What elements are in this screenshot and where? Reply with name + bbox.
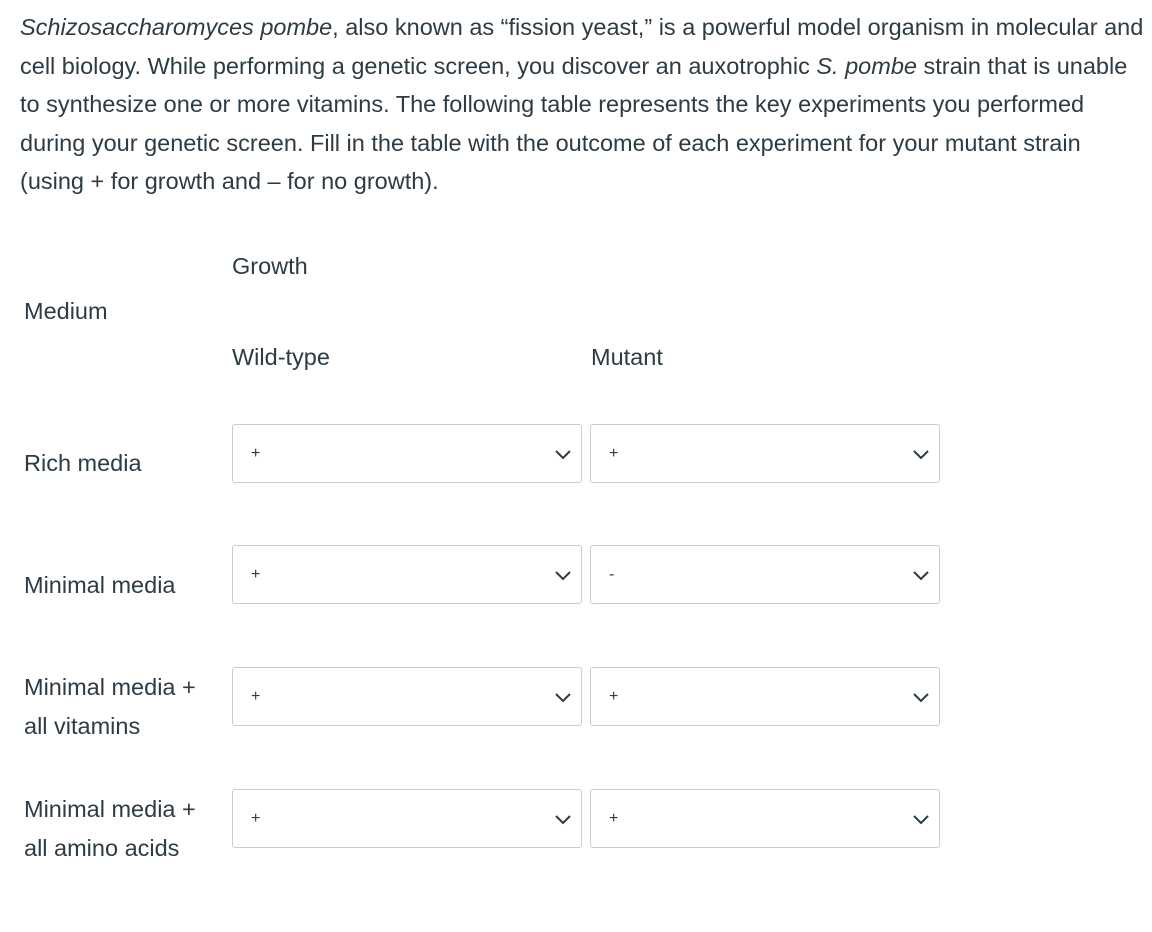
- mutant-header: Mutant: [591, 344, 663, 370]
- chevron-down-icon: [912, 691, 930, 703]
- selected-value: +: [609, 687, 619, 705]
- question-text-part1: , also known as “fission yeast,” is a powerful model organism in molecular and cell biology. While performing a genetic screen, you discover an auxotrophic: [20, 14, 1144, 79]
- wildtype-minimal-media-amino-acids-select[interactable]: [232, 789, 582, 848]
- chevron-down-icon: [554, 691, 572, 703]
- wildtype-header: Wild-type: [232, 344, 330, 370]
- row-label-minimal-media-amino-acids: Minimal media + all amino acids: [24, 796, 196, 861]
- wildtype-minimal-media-vitamins-select[interactable]: [232, 667, 582, 726]
- chevron-down-icon: [912, 569, 930, 581]
- selected-value: +: [609, 444, 619, 462]
- chevron-down-icon: [554, 569, 572, 581]
- mutant-rich-media-select[interactable]: [590, 424, 940, 483]
- mutant-minimal-media-select[interactable]: [590, 545, 940, 604]
- selected-value: +: [251, 687, 261, 705]
- chevron-down-icon: [554, 448, 572, 460]
- selected-value: +: [251, 444, 261, 462]
- selected-value: -: [609, 565, 615, 583]
- chevron-down-icon: [554, 813, 572, 825]
- medium-header: Medium: [24, 298, 108, 324]
- selected-value: +: [251, 565, 261, 583]
- wildtype-minimal-media-select[interactable]: [232, 545, 582, 604]
- row-label-minimal-media-vitamins: Minimal media + all vitamins: [24, 674, 196, 739]
- mutant-minimal-media-amino-acids-select[interactable]: [590, 789, 940, 848]
- question-text-part2: strain that is unable to synthesize one or more vitamins. The following table represents the key experiments you performed during your genetic screen. Fill in the table with the outcome of each experiment for your mutant strain (using + for growth and – for no growth).: [20, 52, 1128, 195]
- selected-value: +: [609, 809, 619, 827]
- mutant-minimal-media-vitamins-select[interactable]: [590, 667, 940, 726]
- strain-name: S. pombe: [816, 52, 917, 79]
- selected-value: +: [251, 809, 261, 827]
- question-text: [20, 8, 1148, 201]
- growth-header: Growth: [232, 253, 308, 279]
- wildtype-rich-media-select[interactable]: [232, 424, 582, 483]
- row-label-rich-media: Rich media: [24, 450, 142, 476]
- chevron-down-icon: [912, 448, 930, 460]
- chevron-down-icon: [912, 813, 930, 825]
- species-name: Schizosaccharomyces pombe: [20, 14, 333, 40]
- row-label-minimal-media: Minimal media: [24, 572, 176, 598]
